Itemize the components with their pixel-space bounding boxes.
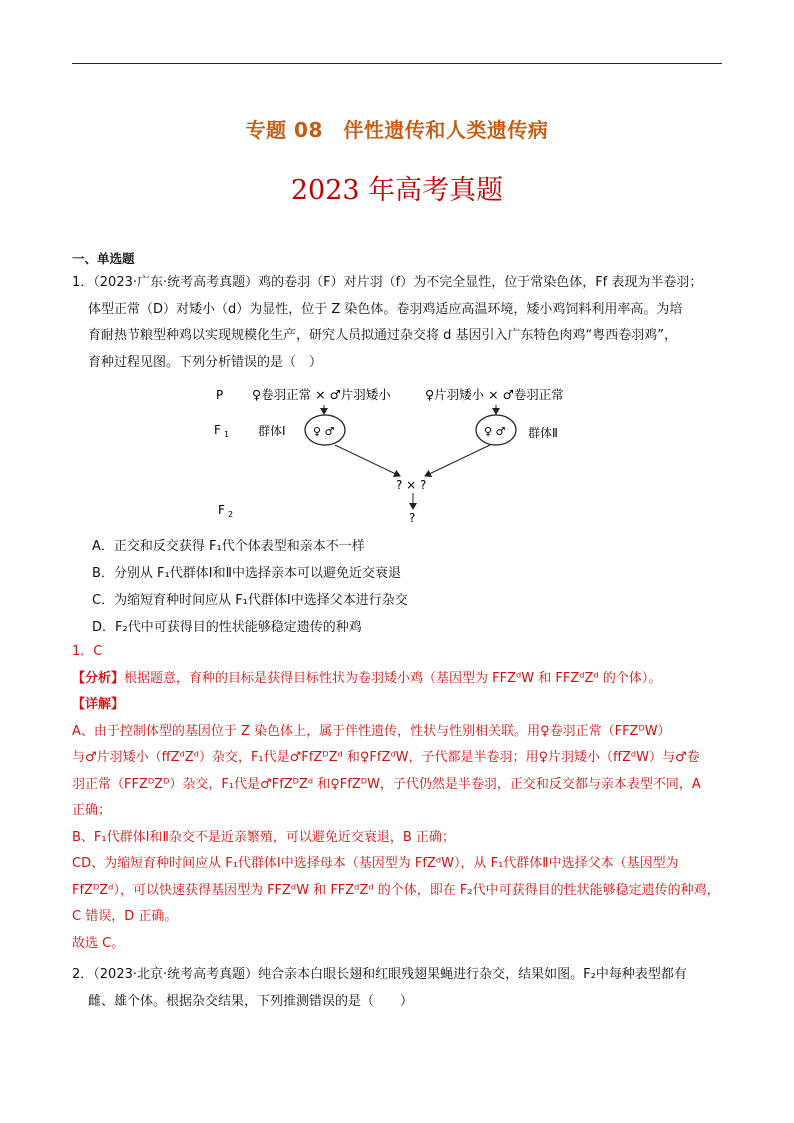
question-1-line-4: 育种过程见图。下列分析错误的是（ ） (88, 354, 323, 370)
row-label-p: P (216, 388, 224, 402)
svg-text:2: 2 (228, 510, 234, 519)
arrow-f1-right (425, 445, 490, 476)
option-d: D．F₂代中可获得目的性状能够稳定遗传的种鸡 (92, 620, 362, 635)
answer-block (72, 639, 722, 957)
f1-circle-left-label: ♀ ♂ (313, 425, 335, 438)
detail-line-6: CD、为缩短育种时间应从 F₁代群体Ⅰ中选择母本（基因型为 FfZᵈW），从 F₁代群体Ⅱ中选择父本（基因型为 (72, 856, 679, 871)
question-1-line-2: 体型正常（D）对矮小（d）为显性，位于 Z 染色体。卷羽鸡适应高温环境，矮小鸡饲料利用率高。为培 (88, 301, 683, 317)
detail-line-5: B、F₁代群体Ⅰ和Ⅱ杂交不是近亲繁殖，可以避免近交衰退，B 正确； (72, 829, 455, 845)
question-2-line-2: 雌、雄个体。根据杂交结果，下列推测错误的是（ ） (88, 993, 414, 1009)
conclusion: 故选 C。 (72, 935, 125, 951)
group-2-label: 群体Ⅱ (528, 426, 558, 440)
header-rule (72, 63, 722, 64)
detail-line-4: 正确； (72, 803, 112, 818)
answer-key: 1．C (72, 644, 103, 659)
page-title: 专题 08 伴性遗传和人类遗传病 (245, 118, 549, 142)
option-a: A．正交和反交获得 F₁代个体表型和亲本不一样 (92, 539, 365, 554)
page-subtitle: 2023 年高考真题 (290, 175, 504, 206)
row-label-f1 (214, 423, 229, 439)
question-2 (72, 962, 722, 1015)
arrow-f1-left (335, 445, 400, 476)
analysis: 【分析】根据题意，育种的目标是获得目标性状为卷羽矮小鸡（基因型为 FFZᵈW 和 FFZᵈZᵈ 的个体）。 (72, 670, 662, 686)
option-b: B．分别从 F₁代群体Ⅰ和Ⅱ中选择亲本可以避免近交衰退 (92, 566, 401, 581)
f1-cross: ? × ? (396, 478, 427, 492)
detail-line-1: 【详解】A、由于控制体型的基因位于 Z 染色体上，属于伴性遗传，性状与性别相关联。用♀卷羽正常（FFZᴰW） (72, 697, 671, 739)
cross-right: ♀片羽矮小 × ♂卷羽正常 (425, 387, 564, 402)
svg-text:F: F (214, 423, 221, 437)
question-1-line-3: 育耐热节粮型种鸡以实现规模化生产，研究人员拟通过杂交将 d 基因引入广东特色肉鸡“粤西卷羽鸡”， (88, 328, 677, 343)
svg-text:F: F (218, 503, 225, 517)
group-1-label: 群体Ⅰ (258, 424, 286, 438)
svg-text:1: 1 (224, 430, 230, 439)
option-c: C．为缩短育种时间应从 F₁代群体Ⅰ中选择父本进行杂交 (92, 593, 408, 608)
detail-line-2: 与♂片羽矮小（ffZᵈZᵈ）杂交，F₁代是♂FfZᴰZᵈ 和♀FfZᵈW，子代都是半卷羽；用♀片羽矮小（ffZᵈW）与♂卷 (72, 750, 700, 765)
detail-line-3: 羽正常（FFZᴰZᴰ）杂交，F₁代是♂FfZᴰZᵈ 和♀FfZᴰW，子代仍然是半卷羽，正交和反交都与亲本表型不同，A (72, 776, 701, 792)
question-1-line-1: 1．（2023·广东·统考高考真题）鸡的卷羽（F）对片羽（f）为不完全显性，位于常染色体，Ff 表现为半卷羽； (72, 275, 703, 290)
f1-circle-right-label: ♀ ♂ (484, 425, 506, 438)
f2-result: ? (409, 511, 416, 525)
row-label-f2 (218, 503, 233, 519)
question-2-line-1: 2．（2023·北京·统考高考真题）纯合亲本白眼长翅和红眼残翅果蝇进行杂交，结果如图。F₂中每种表型都有 (72, 967, 687, 982)
cross-left: ♀卷羽正常 × ♂片羽矮小 (252, 387, 391, 402)
detail-line-8: C 错误，D 正确。 (72, 909, 178, 924)
breeding-diagram (200, 378, 620, 528)
question-1 (72, 270, 722, 376)
detail-line-7: FfZᴰZᵈ），可以快速获得基因型为 FFZᵈW 和 FFZᵈZᵈ 的个体，即在 F₂代中可获得目的性状能够稳定遗传的种鸡， (72, 882, 720, 898)
section-heading: 一、单选题 (72, 251, 135, 266)
